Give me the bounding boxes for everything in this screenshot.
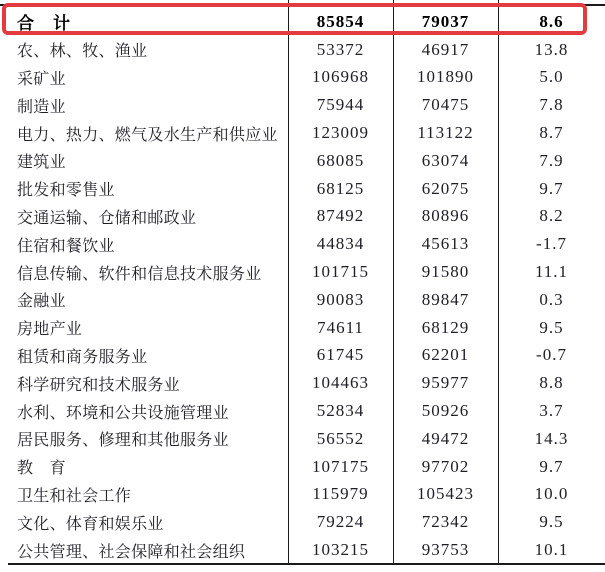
- industry-label: 水利、环境和公共设施管理业: [17, 404, 229, 422]
- value-col-1: 123009: [312, 123, 369, 143]
- industry-label: 租赁和商务服务业: [17, 348, 148, 366]
- industry-label: 制造业: [17, 98, 66, 116]
- value-col-2: 62075: [421, 178, 470, 198]
- value-col-1: 106968: [312, 67, 369, 87]
- value-col-3: 13.8: [534, 39, 569, 59]
- value-col-2: 79037: [421, 11, 470, 31]
- value-col-2: 93753: [421, 540, 470, 560]
- table-row: [0, 453, 605, 481]
- value-col-1: 74611: [317, 317, 364, 337]
- value-col-2: 45613: [421, 234, 470, 254]
- industry-label: 批发和零售业: [17, 182, 115, 200]
- value-col-1: 85854: [316, 11, 365, 31]
- table-row: [0, 175, 605, 203]
- value-col-3: 5.0: [539, 67, 564, 87]
- table-row: [0, 258, 605, 286]
- value-col-1: 68085: [316, 150, 365, 170]
- value-col-1: 101715: [312, 262, 369, 282]
- industry-label: 教 育: [17, 460, 66, 478]
- table-row: [0, 286, 605, 314]
- industry-label: 住宿和餐饮业: [17, 237, 115, 255]
- value-col-1: 68125: [316, 178, 365, 198]
- table-row: [0, 147, 605, 175]
- value-col-2: 72342: [421, 512, 470, 532]
- value-col-2: 80896: [421, 206, 470, 226]
- industry-label: 信息传输、软件和信息技术服务业: [17, 265, 262, 283]
- value-col-3: 8.2: [539, 206, 564, 226]
- value-col-2: 91580: [421, 262, 470, 282]
- value-col-1: 56552: [316, 428, 365, 448]
- value-col-1: 103215: [312, 540, 369, 560]
- industry-label: 农、林、牧、渔业: [17, 43, 148, 61]
- value-col-3: 9.5: [539, 512, 564, 532]
- value-col-3: 14.3: [534, 428, 569, 448]
- table-row: [0, 369, 605, 397]
- value-col-2: 113122: [417, 123, 474, 143]
- value-col-3: 8.8: [539, 373, 564, 393]
- industry-label: 建筑业: [17, 154, 66, 172]
- industry-label: 采矿业: [17, 70, 66, 88]
- value-col-2: 49472: [421, 428, 470, 448]
- value-col-1: 104463: [312, 373, 369, 393]
- value-col-1: 61745: [316, 345, 365, 365]
- industry-label: 卫生和社会工作: [17, 487, 132, 505]
- value-col-1: 75944: [316, 95, 365, 115]
- value-col-2: 101890: [417, 67, 474, 87]
- table-row: [0, 425, 605, 453]
- value-col-2: 63074: [421, 150, 470, 170]
- industry-label: 科学研究和技术服务业: [17, 376, 181, 394]
- value-col-3: 9.7: [539, 178, 564, 198]
- value-col-3: 7.8: [539, 95, 564, 115]
- value-col-2: 46917: [421, 39, 470, 59]
- value-col-3: 8.7: [539, 123, 564, 143]
- value-col-3: -0.7: [536, 345, 567, 365]
- value-col-1: 79224: [316, 512, 365, 532]
- industry-label: 公共管理、社会保障和社会组织: [17, 543, 246, 561]
- value-col-2: 50926: [421, 401, 470, 421]
- value-col-1: 53372: [316, 39, 365, 59]
- value-col-1: 107175: [312, 456, 369, 476]
- value-col-2: 70475: [421, 95, 470, 115]
- value-col-2: 95977: [421, 373, 470, 393]
- industry-label: 房地产业: [17, 321, 83, 339]
- table-row: [0, 230, 605, 258]
- value-col-3: 7.9: [539, 150, 564, 170]
- value-col-1: 52834: [316, 401, 365, 421]
- value-col-3: -1.7: [536, 234, 567, 254]
- value-col-3: 3.7: [539, 401, 564, 421]
- table-row: [0, 508, 605, 536]
- value-col-1: 90083: [316, 289, 365, 309]
- value-col-2: 68129: [421, 317, 470, 337]
- industry-label: 文化、体育和娱乐业: [17, 515, 164, 533]
- value-col-1: 87492: [316, 206, 365, 226]
- value-col-3: 9.5: [539, 317, 564, 337]
- industry-label: 电力、热力、燃气及水生产和供应业: [17, 126, 278, 144]
- value-col-2: 62201: [421, 345, 470, 365]
- table-row: [0, 536, 605, 564]
- value-col-2: 89847: [421, 289, 470, 309]
- value-col-3: 11.1: [534, 262, 569, 282]
- value-col-2: 97702: [421, 456, 470, 476]
- value-col-2: 105423: [417, 484, 474, 504]
- table-row: [0, 342, 605, 370]
- table-row: [0, 36, 605, 64]
- total-row-highlight-box: [2, 3, 587, 35]
- value-col-3: 10.1: [534, 540, 569, 560]
- table-row: [0, 64, 605, 92]
- table-row: [0, 314, 605, 342]
- value-col-3: 10.0: [534, 484, 569, 504]
- industry-label: 合 计: [17, 14, 71, 34]
- value-col-3: 0.3: [539, 289, 564, 309]
- table-body: [0, 8, 605, 564]
- value-col-3: 9.7: [539, 456, 564, 476]
- value-col-1: 44834: [316, 234, 365, 254]
- industry-label: 居民服务、修理和其他服务业: [17, 432, 229, 450]
- industry-label: 交通运输、仓储和邮政业: [17, 209, 197, 227]
- table-row: [0, 203, 605, 231]
- industry-label: 金融业: [17, 293, 66, 311]
- table-row: [0, 91, 605, 119]
- value-col-1: 115979: [312, 484, 369, 504]
- table-row: [0, 119, 605, 147]
- table-row: [0, 481, 605, 509]
- value-col-3: 8.6: [539, 11, 564, 31]
- table-row: [0, 397, 605, 425]
